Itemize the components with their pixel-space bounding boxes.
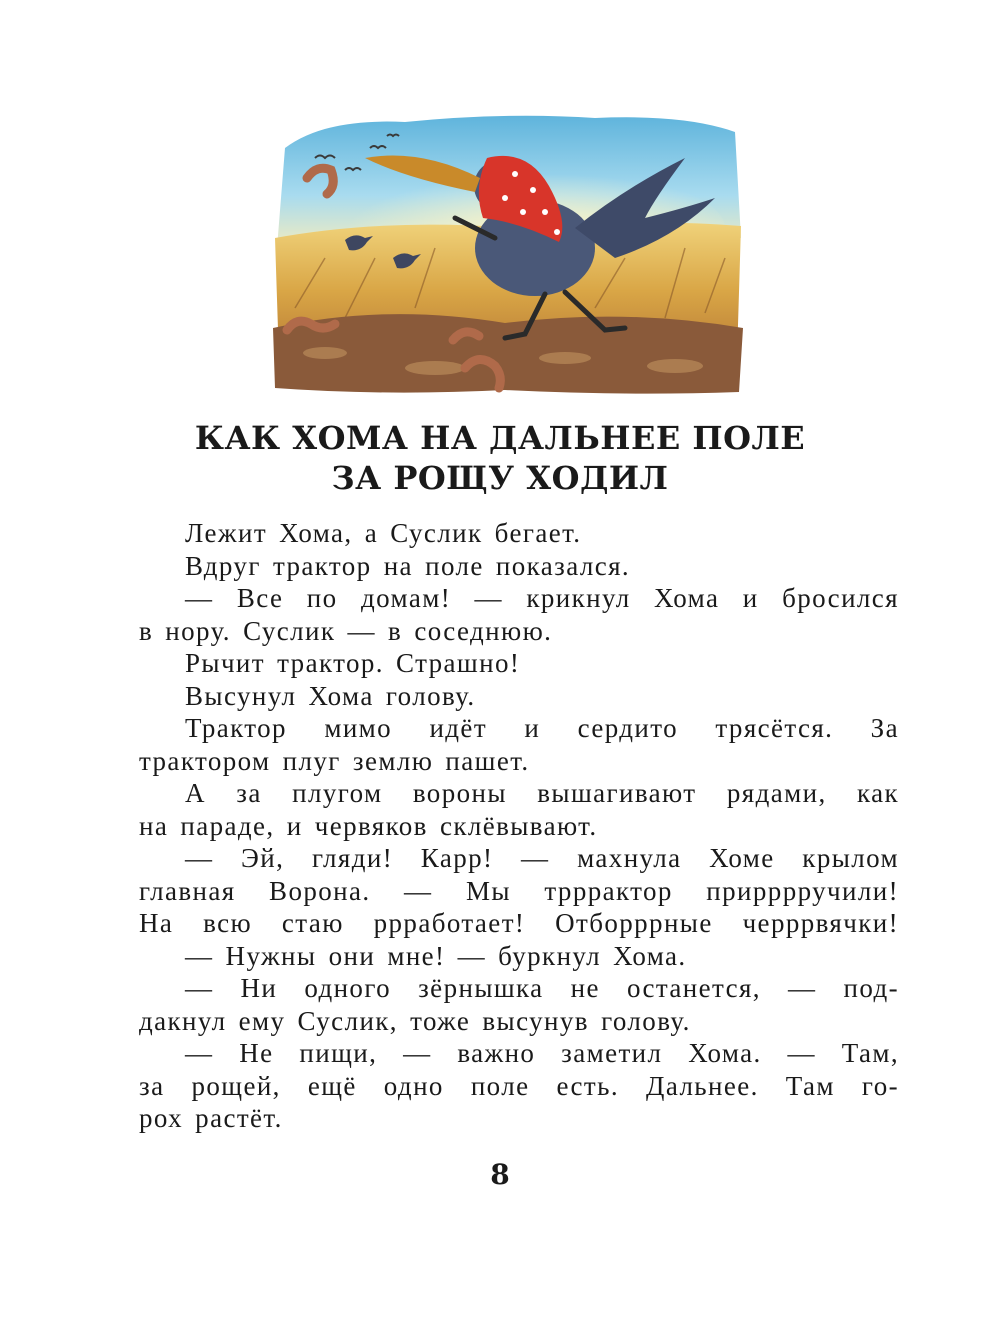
chapter-title-line-1: КАК ХОМА НА ДАЛЬНЕЕ ПОЛЕ bbox=[194, 419, 806, 457]
text-line: — Все по домам! — крикнул Хома и бросился bbox=[185, 583, 899, 613]
text-line: Рычит трактор. Страшно! bbox=[185, 648, 521, 678]
text-line: — Не пищи, — важно заметил Хома. — Там, bbox=[185, 1038, 899, 1068]
text-line: в нору. Суслик — в соседнюю. bbox=[139, 615, 553, 646]
crow-with-worms-illustration bbox=[265, 108, 747, 396]
text-line: А за плугом вороны вышагивают рядами, как bbox=[185, 778, 899, 808]
text-line: рох растёт. bbox=[139, 1103, 283, 1133]
text-line: Лежит Хома, а Суслик бегает. bbox=[185, 518, 582, 548]
chapter-title-line-2: ЗА РОЩУ ХОДИЛ bbox=[331, 459, 669, 497]
text-line: на параде, и червяков склёвывают. bbox=[139, 810, 598, 841]
chapter-title bbox=[0, 418, 1000, 498]
text-line: — Ни одного зёрнышка не останется, — под- bbox=[185, 973, 899, 1003]
text-line: за рощей, ещё одно поле есть. Дальнее. Там го- bbox=[139, 1070, 899, 1101]
page-number: 8 bbox=[490, 1158, 510, 1191]
text-line: Высунул Хома голову. bbox=[185, 680, 476, 711]
text-line: главная Ворона. — Мы трррактор прирррручили! bbox=[139, 875, 899, 906]
text-line: Трактор мимо идёт и сердито трясётся. За bbox=[185, 713, 899, 743]
text-line: — Нужны они мне! — буркнул Хома. bbox=[185, 940, 687, 971]
story-text bbox=[139, 517, 899, 1135]
text-line: Вдруг трактор на поле показался. bbox=[185, 550, 631, 581]
text-line: дакнул ему Суслик, тоже высунув голову. bbox=[139, 1005, 691, 1036]
text-line: трактором плуг землю пашет. bbox=[139, 745, 530, 776]
text-line: — Эй, гляди! Карр! — махнула Хоме крылом bbox=[185, 843, 899, 873]
text-line: На всю стаю ррработает! Отборррные черррвячки! bbox=[139, 908, 899, 938]
